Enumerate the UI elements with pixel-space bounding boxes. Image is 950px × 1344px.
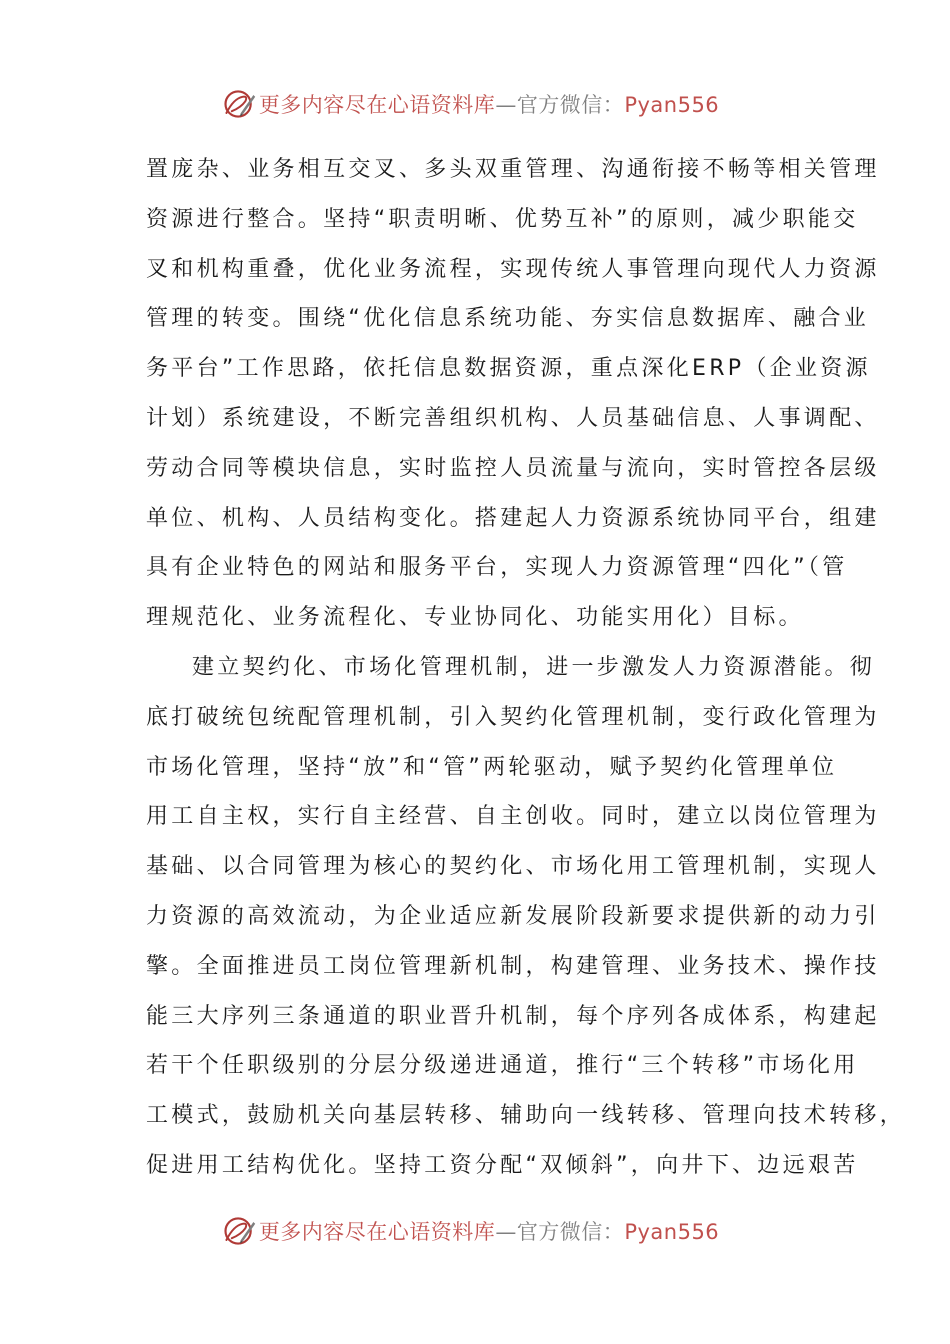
text-line: 单位、机构、人员结构变化。搭建起人力资源系统协同平台，组建 [146, 505, 880, 531]
banner-label: —官方微信： [495, 93, 625, 117]
text-line: 具有企业特色的网站和服务平台，实现人力资源管理“四化”（管 [146, 555, 848, 581]
text-line: 工模式，鼓励机关向基层转移、辅助向一线转移、管理向技术转移， [146, 1103, 906, 1129]
text-line: 理规范化、业务流程化、专业协同化、功能实用化）目标。 [146, 605, 804, 631]
banner-wechat-id: Pyan556 [624, 1220, 720, 1244]
text-line: 基础、以合同管理为核心的契约化、市场化用工管理机制，实现人 [146, 854, 880, 880]
text-line: 能三大序列三条通道的职业晋升机制，每个序列各成体系，构建起 [146, 1003, 880, 1029]
document-body [146, 145, 906, 1191]
text-line: 底打破统包统配管理机制，引入契约化管理机制，变行政化管理为 [146, 704, 880, 730]
text-line: 务平台”工作思路，依托信息数据资源，重点深化ERP（企业资源 [146, 356, 871, 382]
text-line: 管理的转变。围绕“优化信息系统功能、夯实信息数据库、融合业 [146, 306, 870, 332]
banner-text [259, 1216, 719, 1246]
text-line: 置庞杂、业务相互交叉、多头双重管理、沟通衔接不畅等相关管理 [146, 157, 880, 182]
banner-label: —官方微信： [495, 1220, 625, 1244]
banner-title: 更多内容尽在心语资料库 [258, 1220, 496, 1244]
banner-text [259, 89, 719, 119]
header-banner [0, 84, 950, 124]
banner-title: 更多内容尽在心语资料库 [258, 93, 496, 117]
text-line: 用工自主权，实行自主经营、自主创收。同时，建立以岗位管理为 [146, 804, 880, 830]
text-line: 叉和机构重叠，优化业务流程，实现传统人事管理向现代人力资源 [146, 256, 880, 282]
footer-banner [0, 1211, 950, 1251]
text-line: 擎。全面推进员工岗位管理新机制，构建管理、业务技术、操作技 [146, 953, 880, 979]
text-line: 计划）系统建设，不断完善组织机构、人员基础信息、人事调配、 [146, 405, 880, 431]
text-line: 劳动合同等模块信息，实时监控人员流量与流向，实时管控各层级 [146, 455, 880, 481]
text-line: 促进用工结构优化。坚持工资分配“双倾斜”，向井下、边远艰苦 [146, 1152, 859, 1178]
signature-pen-icon [221, 1213, 257, 1249]
banner-wechat-id: Pyan556 [624, 93, 720, 117]
paragraph-start-line: 建立契约化、市场化管理机制，进一步激发人力资源潜能。彻 [192, 654, 876, 680]
text-line: 市场化管理，坚持“放”和“管”两轮驱动，赋予契约化管理单位 [146, 754, 838, 780]
signature-pen-icon [221, 86, 257, 122]
text-line: 资源进行整合。坚持“职责明晰、优势互补”的原则，减少职能交 [146, 206, 859, 232]
text-line: 若干个任职级别的分层分级递进通道，推行“三个转移”市场化用 [146, 1053, 859, 1079]
text-line: 力资源的高效流动，为企业适应新发展阶段新要求提供新的动力引 [146, 903, 880, 929]
